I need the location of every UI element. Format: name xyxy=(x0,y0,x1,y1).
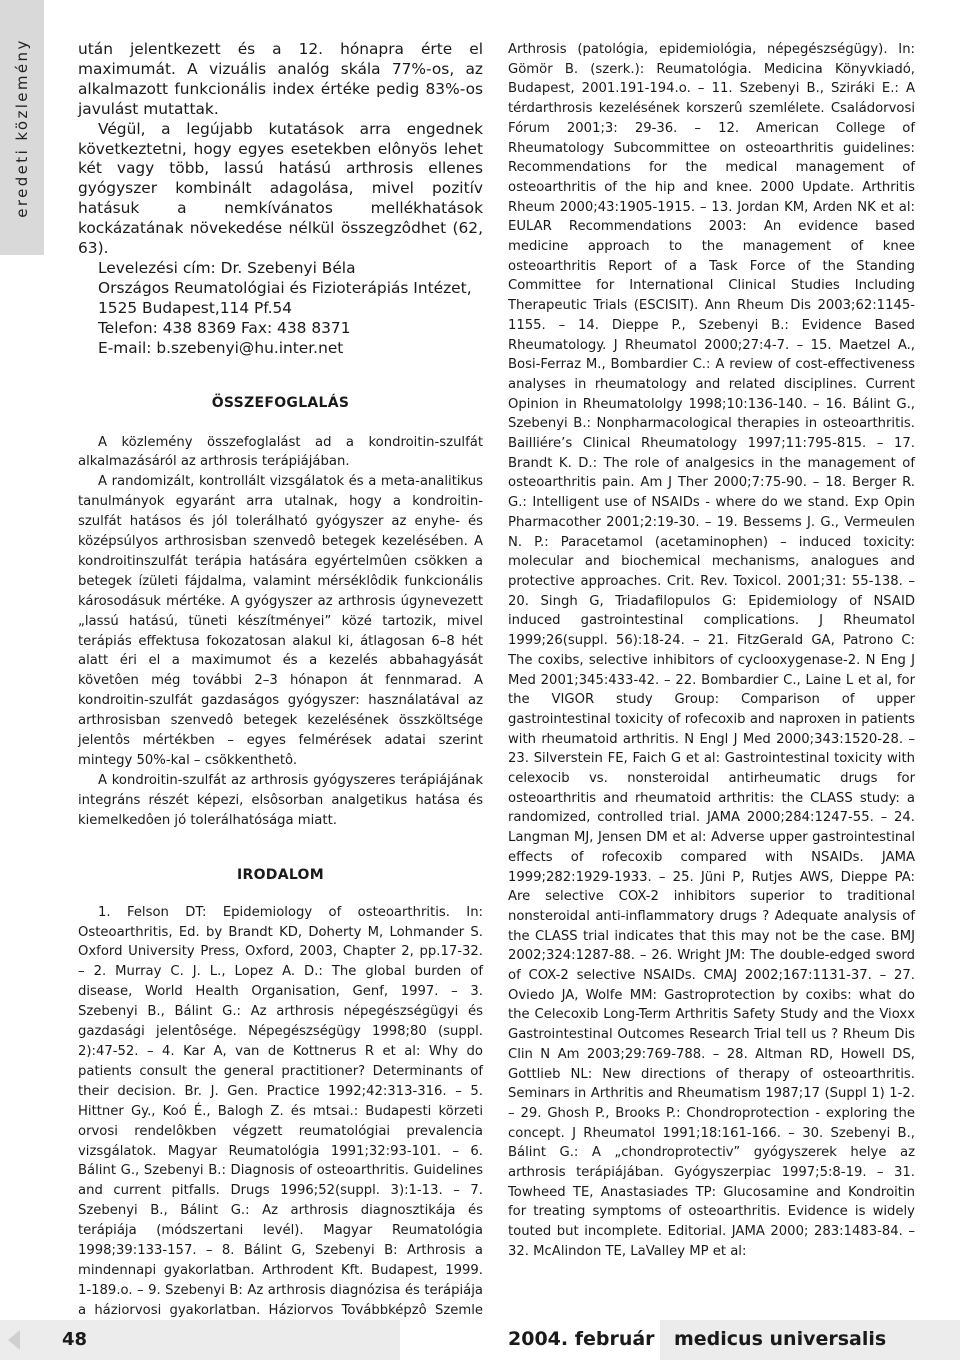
references-list-continued: Arthrosis (patológia, epidemiológia, népegészségügy). In: Gömör B. (szerk.): Reumatológia. Medicina Könyvkiadó, Budapest, 2001.191-194.o. – 11. Szebenyi B., Sziráki E.: A térdarthrosis kezelésének korszerû szemlélete. Családorvosi Fórum 2001;3: 29-36. – 12. American College of Rheumatology Subcommittee on osteoarthritis guidelines: Recommendations for the medical management of osteoarthritis of the hip and knee. 2000 Update. Arthritis Rheum 2000;43:1905-1915. – 13. Jordan KM, Arden NK et al: EULAR Recommendations 2003: An evidence based medicine approach to the management of knee osteoarthritis Report of a Task Force of the Standing Committee for International Clinical Studies Including Therapeutic Trials (ESCISIT). Ann Rheum Dis 2003;62:1145-1155. – 14. Dieppe P., Szebenyi B.: Evidence Based Rheumatology. J Rheumatol 2000;27:4-7. – 15. Maetzel A., Bosi-Ferraz M., Bombardier C.: A review of cost-effectiveness analyses in rheumatology and related disciplines. Current Opinion in Rheumatololgy 1998;10:136-140. – 16. Bálint G., Szebenyi B.: Nonpharmacological therapies in osteoarthritis. Bailliére’s Clinical Rheumatology 1997;11:795-815. – 17. Brandt K. D.: The role of analgesics in the management of osteoarthritis pain. Am J Ther 2000;7:75-90. – 18. Berger R. G.: Intelligent use of NSAIDs - where do we stand. Exp Opin Pharmacother 2001;2:19-30. – 19. Bessems J. G., Vermeulen N. P.: Paracetamol (acetaminophen) – induced toxicity: molecular and biochemical mechanisms, analogues and protective approaches. Crit. Rev. Toxicol. 2001;31: 55-138. – 20. Singh G, Triadafilopulos G: Epidemiology of NSAID induced gastrointestinal complications. J Rheumatol 1999;26(suppl. 56):18-24. – 21. FitzGerald GA, Patrono C: The coxibs, selective inhibitors of cyclooxygenase-2. N Eng J Med 2001;345:433-42. – 22. Bombardier C., Laine L et al, for the VIGOR study Group: Comparison of upper gastrointestinal toxicity of rofecoxib and naproxen in patients with rheumatoid arthritis. N Engl J Med 2000;343:1520-28. – 23. Silverstein FE, Faich G et al: Gastrointestinal toxicity with celexocib vs. nonsteroidal antirheumatic drugs for osteoarthritis and rheumatoid arthritis: the CLASS study: a randomized, controlled trial. JAMA 2000;284:1247-55. – 24. Langman MJ, Jensen DM et al: Adverse upper gastrointestinal effects of rofecoxib compared with NSAIDs. JAMA 1999;282:1929-1933. – 25. Jüni P, Rutjes AWS, Dieppe PA: Are selective COX-2 inhibitors superior to traditional nonsteroidal anti-inflammatory drugs ? Adequate analysis of the CLASS trial indicates that this may not be the case. BMJ 2002;324:1287-88. – 26. Wright JM: The double-edged sword of COX-2 selective NSAIDs. CMAJ 2002;167:1131-37. – 27. Oviedo JA, Wolfe MM: Gastroprotection by coxibs: what do the Celecoxib Long-Term Arthritis Safety Study and the Vioxx Gastrointestinal Outcomes Research Trial tell us ? Rheum Dis Clin N Am 2003;29:769-788. – 28. Altman RD, Howell DS, Gottlieb NL: New directions of therapy of osteoarthritis. Seminars in Arthritis and Rheumatism 1987;17 (Suppl 1) 1-2. – 29. Ghosh P., Brooks P.: Chondroprotection - exploring the concept. J Rheumatol 1991;18:161-166. – 30. Szebenyi B., Bálint G.: A „chondroprotectiv” gyógyszerek helye az arthrosis terápiájában. Gyógyszerpiac 1997;5:8-19. – 31. Towheed TE, Anastasiades TP: Glucosamine and Kondroitin for treating symptoms of osteoarthritis. Evidence is widely touted but incomplete. Editorial. JAMA 2000; 283:1483-84. – 32. McAlindon TE, LaValley MP et al: xyxy=(508,42,915,1259)
summary-paragraph: A randomizált, kontrollált vizsgálatok és a meta-analitikus tanulmányok egyaránt arra utalnak, hogy a kondroitin-szulfát hatásos és jól tolerálható gyógyszer az enyhe- és középsúlyos arthrosisban szenvedô betegek kezelésében. A kondroitinszulfát terápia hatására egyértelmûen csökken a betegek ízületi fájdalma, valamint mérséklôdik funkcionális károsodásuk mértéke. A gyógyszer az arthrosis úgynevezett „lassú hatású, tüneti készítményei” közé tartozik, mivel terápiás effektusa fokozatosan alakul ki, átlagosan 6–8 hét alatt éri el a maximumot és a kezelés abbahagyását követôen még további 2–3 hónapon át fennmarad. A kondroitin-szulfát gazdaságos gyógyszer: használatával az arthrosisban szenvedô betegek kezelésének összköltsége jelentôs mértékben – egyes felmérések adatai szerint mintegy 50%-kal – csökkenthetô. xyxy=(78,474,483,768)
address-line: E-mail: b.szebenyi@hu.inter.net xyxy=(98,338,344,357)
intro-paragraph: után jelentkezett és a 12. hónapra érte el maximumát. A vizuális analóg skála 77%-os, az alkalmazott funkcionális index értéke pedig 83%-os javulást mutattak. xyxy=(78,40,483,118)
summary-paragraph: A kondroitin-szulfát az arthrosis gyógyszeres terápiájának integráns részét képezi, elsôsorban analgetikus hatása és kiemelkedôen jó tolerálhatósága miatt. xyxy=(78,772,483,828)
conclusion-paragraph: Végül, a legújabb kutatások arra engednek következtetni, hogy egyes esetekben elônyös lehet két vagy több, lassú hatású arthrosis ellenes gyógyszer kombinált adagolása, mivel pozitív hatásuk a nemkívánatos mellékhatások kockázatának növekedése nélkül összegzôdhet (62, 63). xyxy=(78,119,483,258)
address-line: Telefon: 438 8369 Fax: 438 8371 xyxy=(98,318,351,337)
address-line: 1525 Budapest,114 Pf.54 xyxy=(98,298,293,317)
address-line: Országos Reumatológiai és Fizioterápiás Intézet, xyxy=(98,278,472,297)
page-number: 48 xyxy=(62,1329,88,1350)
correspondence-address xyxy=(78,259,483,359)
section-label: eredeti közlemény xyxy=(13,38,31,218)
summary-paragraph: A közlemény összefoglalást ad a kondroitin-szulfát alkalmazásáról az arthrosis terápiájában. xyxy=(78,434,483,470)
footer-bar-left xyxy=(0,1320,400,1360)
issue-date: 2004. február xyxy=(508,1328,655,1350)
journal-name: medicus universalis xyxy=(674,1328,887,1350)
left-column xyxy=(78,40,483,1341)
section-label-bar xyxy=(0,0,44,255)
summary-heading: ÖSSZEFOGLALÁS xyxy=(211,394,350,411)
page-footer xyxy=(0,1320,960,1367)
right-column xyxy=(508,40,915,1262)
references-list: 1. Felson DT: Epidemiology of osteoarthritis. In: Osteoarthritis, Ed. by Brandt KD, Doherty M, Lohmander S. Oxford University Press, Oxford, 2003, Chapter 2, pp.17-32. – 2. Murray C. J. L., Lopez A. D.: The global burden of disease, World Health Organisation, Genf, 1997. – 3. Szebenyi B., Bálint G.: Az arthrosis népegészségügyi és gazdasági jelentôsége. Népegészségügy 1998;80 (suppl. 2):47-52. – 4. Kar A, van de Kottnerus R et al: Why do patients consult the general practitioner? Determinants of their decision. Br. J. Gen. Practice 1992;42:313-316. – 5. Hittner Gy., Koó É., Balogh Z. és mtsai.: Budapesti körzeti orvosi rendelôkben végzett reumatológiai prevalencia vizsgálatok. Magyar Reumatológia 1991;32:93-101. – 6. Bálint G., Szebenyi B.: Diagnosis of osteoarthritis. Guidelines and current pitfalls. Drugs 1996;52(suppl. 3):1-13. – 7. Szebenyi B., Bálint G.: Az arthrosis diagnosztikája és terápiája (módszertani levél). Magyar Reumatológia 1998;39:133-157. – 8. Bálint G, Szebenyi B: Arthrosis a mindennapi gyakorlatban. Arthrodent Kft. Budapest, 1999. 1-189.o. – 9. Szebenyi B: Az arthrosis diagnózisa és terápiája a háziorvosi gyakorlatban. Háziorvos Továbbképzô Szemle xyxy=(78,904,483,1318)
address-line: Levelezési cím: Dr. Szebenyi Béla xyxy=(98,258,356,277)
references-heading: IRODALOM xyxy=(236,866,324,883)
